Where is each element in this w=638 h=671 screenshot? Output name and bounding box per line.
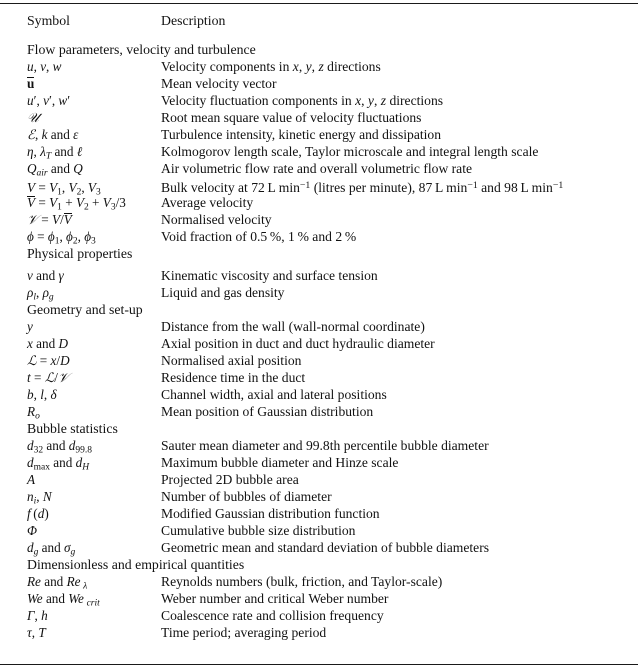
symbol-r-o: $R_o$ bbox=[27, 404, 40, 422]
section-heading-bubble-statistics-label: Bubble statistics bbox=[27, 421, 118, 436]
symbol-normalised-velocity: 𝒱 = V/V bbox=[27, 212, 72, 228]
table-row bbox=[0, 624, 638, 641]
symbol-y: y bbox=[27, 319, 33, 334]
description-text: Residence time in the duct bbox=[161, 370, 306, 385]
symbol-cell bbox=[0, 471, 161, 488]
description-text: Root mean square value of velocity fluctuations bbox=[161, 110, 422, 125]
table-row bbox=[0, 488, 638, 505]
symbol-channel-dimensions: b, l, δ bbox=[27, 387, 57, 402]
table-row bbox=[0, 177, 638, 198]
description-cell bbox=[161, 75, 638, 92]
description-cell bbox=[161, 228, 638, 245]
description-text: Distance from the wall (wall-normal coordinate) bbox=[161, 319, 425, 334]
symbol-bulk-velocity: $V = V_1$, $V_2$, $V_3$ bbox=[27, 180, 101, 198]
table-row bbox=[0, 194, 638, 211]
symbol-cell bbox=[0, 624, 161, 641]
symbol-gamma-h: Γ, h bbox=[27, 608, 48, 623]
symbol-cell bbox=[0, 369, 161, 387]
symbol-flow-rates: $Q_{air}$ and Q bbox=[27, 161, 83, 179]
table-bottom-rule bbox=[0, 664, 638, 665]
description-text: Cumulative bubble size distribution bbox=[161, 523, 356, 538]
table-row bbox=[0, 607, 638, 624]
symbol-void-fraction: $\phi = \phi_1$, $\phi_2$, $\phi_3$ bbox=[27, 229, 96, 247]
column-header-description bbox=[161, 11, 638, 30]
description-cell bbox=[161, 352, 638, 369]
description-text: Turbulence intensity, kinetic energy and dissipation bbox=[161, 127, 442, 142]
table-row bbox=[0, 369, 638, 386]
symbol-dg-sigmag: $d_g$ and $\sigma_g$ bbox=[27, 540, 76, 558]
description-cell bbox=[161, 437, 638, 454]
section-heading-bubble-statistics bbox=[0, 420, 638, 437]
table-row bbox=[0, 267, 638, 284]
symbol-mean-velocity-vector: u bbox=[27, 76, 35, 91]
symbol-cell bbox=[0, 92, 161, 109]
table-row bbox=[0, 590, 638, 607]
table-row bbox=[0, 437, 638, 454]
description-cell bbox=[161, 369, 638, 386]
symbol-a: A bbox=[27, 472, 36, 487]
table-row bbox=[0, 454, 638, 471]
description-text: Liquid and gas density bbox=[161, 285, 285, 300]
description-text: Normalised velocity bbox=[161, 212, 272, 227]
description-cell bbox=[161, 211, 638, 228]
description-cell bbox=[161, 335, 638, 352]
section-heading-flow-parameters-label: Flow parameters, velocity and turbulence bbox=[27, 42, 256, 57]
symbol-u-v-w: u, v, w bbox=[27, 59, 62, 74]
table-body bbox=[0, 11, 638, 641]
table-row bbox=[0, 505, 638, 522]
symbol-viscosity-surface-tension: ν and γ bbox=[27, 268, 64, 283]
table-row bbox=[0, 403, 638, 420]
symbol-residence-time: t = ℒ/𝒱 bbox=[27, 370, 69, 386]
table-row bbox=[0, 284, 638, 301]
section-heading-dimensionless-label: Dimensionless and empirical quantities bbox=[27, 557, 245, 572]
table-row bbox=[0, 75, 638, 92]
description-text: Air volumetric flow rate and overall volumetric flow rate bbox=[161, 161, 473, 176]
description-text: Velocity fluctuation components in x, y, z directions bbox=[161, 93, 444, 108]
description-cell bbox=[161, 624, 638, 641]
description-cell bbox=[161, 607, 638, 624]
symbol-normalised-axial-position: ℒ = x/D bbox=[27, 353, 70, 369]
symbol-cell bbox=[0, 58, 161, 75]
symbol-cell bbox=[0, 607, 161, 624]
symbol-cell bbox=[0, 267, 161, 284]
section-heading-geometry-label: Geometry and set-up bbox=[27, 302, 143, 317]
symbol-x-and-d: x and D bbox=[27, 336, 69, 351]
table-row bbox=[0, 228, 638, 245]
description-cell bbox=[161, 590, 638, 607]
section-heading-physical-properties-label: Physical properties bbox=[27, 246, 133, 261]
description-text: Kolmogorov length scale, Taylor microscale and integral length scale bbox=[161, 144, 539, 159]
description-cell bbox=[161, 267, 638, 284]
description-text: Geometric mean and standard deviation of bubble diameters bbox=[161, 540, 490, 555]
symbol-cell bbox=[0, 335, 161, 352]
table-row bbox=[0, 160, 638, 177]
description-cell bbox=[161, 505, 638, 522]
table-header-row bbox=[0, 11, 638, 41]
description-text: Void fraction of 0.5 %, 1 % and 2 % bbox=[161, 229, 357, 244]
table-row bbox=[0, 318, 638, 335]
description-cell bbox=[161, 386, 638, 403]
symbol-average-velocity: $V = V_1 + V_2 + V_3/3$ bbox=[27, 195, 126, 213]
table-row bbox=[0, 211, 638, 228]
column-header-symbol-label: Symbol bbox=[27, 13, 70, 28]
description-text: Weber number and critical Weber number bbox=[161, 591, 389, 606]
description-cell bbox=[161, 318, 638, 335]
description-text: Modified Gaussian distribution function bbox=[161, 506, 380, 521]
description-cell bbox=[161, 126, 638, 143]
description-text: Normalised axial position bbox=[161, 353, 302, 368]
description-cell bbox=[161, 284, 638, 301]
table-row bbox=[0, 539, 638, 556]
description-cell bbox=[161, 471, 638, 488]
description-cell bbox=[161, 92, 638, 109]
table-row bbox=[0, 352, 638, 369]
symbol-weber-numbers: We and We $_{crit}$ bbox=[27, 591, 100, 609]
symbol-ni-n: $n_i$, N bbox=[27, 489, 52, 507]
description-text: Sauter mean diameter and 99.8th percentile bubble diameter bbox=[161, 438, 489, 453]
description-cell bbox=[161, 194, 638, 211]
symbol-dmax-dh: $d_{max}$ and $d_H$ bbox=[27, 455, 90, 473]
description-cell bbox=[161, 143, 638, 160]
symbol-cell bbox=[0, 522, 161, 539]
table-row bbox=[0, 143, 638, 160]
table-row bbox=[0, 573, 638, 590]
table-row bbox=[0, 522, 638, 539]
description-text: Average velocity bbox=[161, 195, 254, 210]
description-cell bbox=[161, 522, 638, 539]
symbol-cell bbox=[0, 386, 161, 403]
symbol-script-u: 𝒰 bbox=[27, 111, 39, 126]
section-heading-geometry bbox=[0, 301, 638, 318]
description-cell bbox=[161, 58, 638, 75]
symbol-densities: $\rho_l$, $\rho_g$ bbox=[27, 285, 54, 303]
table-row bbox=[0, 386, 638, 403]
description-text: Number of bubbles of diameter bbox=[161, 489, 332, 504]
description-cell bbox=[161, 109, 638, 126]
column-header-description-label: Description bbox=[161, 13, 226, 28]
description-text: Axial position in duct and duct hydraulic diameter bbox=[161, 336, 435, 351]
table-top-rule bbox=[0, 3, 638, 4]
symbol-cell bbox=[0, 126, 161, 144]
description-text: Time period; averaging period bbox=[161, 625, 327, 640]
description-cell bbox=[161, 573, 638, 590]
table-row bbox=[0, 109, 638, 126]
symbol-turbulence-intensity: ℰ, k and ε bbox=[27, 127, 79, 143]
column-header-symbol bbox=[0, 11, 161, 30]
symbol-d32-d998: $d_{32}$ and $d_{99.8}$ bbox=[27, 438, 92, 456]
section-heading-flow-parameters bbox=[0, 41, 638, 58]
table-row bbox=[0, 335, 638, 352]
section-heading-physical-properties bbox=[0, 245, 638, 262]
symbol-cell bbox=[0, 109, 161, 127]
description-text: Projected 2D bubble area bbox=[161, 472, 299, 487]
table-row bbox=[0, 126, 638, 143]
description-text: Maximum bubble diameter and Hinze scale bbox=[161, 455, 399, 470]
description-text: Mean velocity vector bbox=[161, 76, 277, 91]
symbol-cell bbox=[0, 505, 161, 522]
description-text: Kinematic viscosity and surface tension bbox=[161, 268, 378, 283]
description-text: Reynolds numbers (bulk, friction, and Taylor-scale) bbox=[161, 574, 443, 589]
description-text: Channel width, axial and lateral positions bbox=[161, 387, 387, 402]
table-row bbox=[0, 92, 638, 109]
symbol-u-prime-v-prime-w-prime: u′, v′, w′ bbox=[27, 93, 71, 108]
symbol-cell bbox=[0, 318, 161, 335]
symbol-f-of-d: f (d) bbox=[27, 506, 49, 521]
description-text: Coalescence rate and collision frequency bbox=[161, 608, 384, 623]
description-cell bbox=[161, 403, 638, 420]
symbol-cell bbox=[0, 211, 161, 229]
description-text: Mean position of Gaussian distribution bbox=[161, 404, 374, 419]
description-cell bbox=[161, 454, 638, 471]
description-cell bbox=[161, 539, 638, 556]
table-row bbox=[0, 58, 638, 75]
table-row bbox=[0, 471, 638, 488]
symbol-tau-t: τ, T bbox=[27, 625, 46, 640]
description-text: Velocity components in x, y, z directions bbox=[161, 59, 381, 74]
description-cell bbox=[161, 160, 638, 177]
description-cell bbox=[161, 488, 638, 505]
symbol-cell bbox=[0, 352, 161, 370]
symbol-phi-capital: Φ bbox=[27, 523, 38, 538]
section-heading-dimensionless bbox=[0, 556, 638, 573]
symbol-length-scales: η, $\lambda_T$ and ℓ bbox=[27, 144, 83, 162]
symbol-reynolds-numbers: Re and Re $_\lambda$ bbox=[27, 574, 88, 592]
symbol-cell bbox=[0, 75, 161, 92]
description-text: Bulk velocity at 72 L $\min^{-1}$ (litres per minute), 87 L $\min^{-1}$ and 98 L $\min^{-1}$ bbox=[161, 180, 564, 196]
